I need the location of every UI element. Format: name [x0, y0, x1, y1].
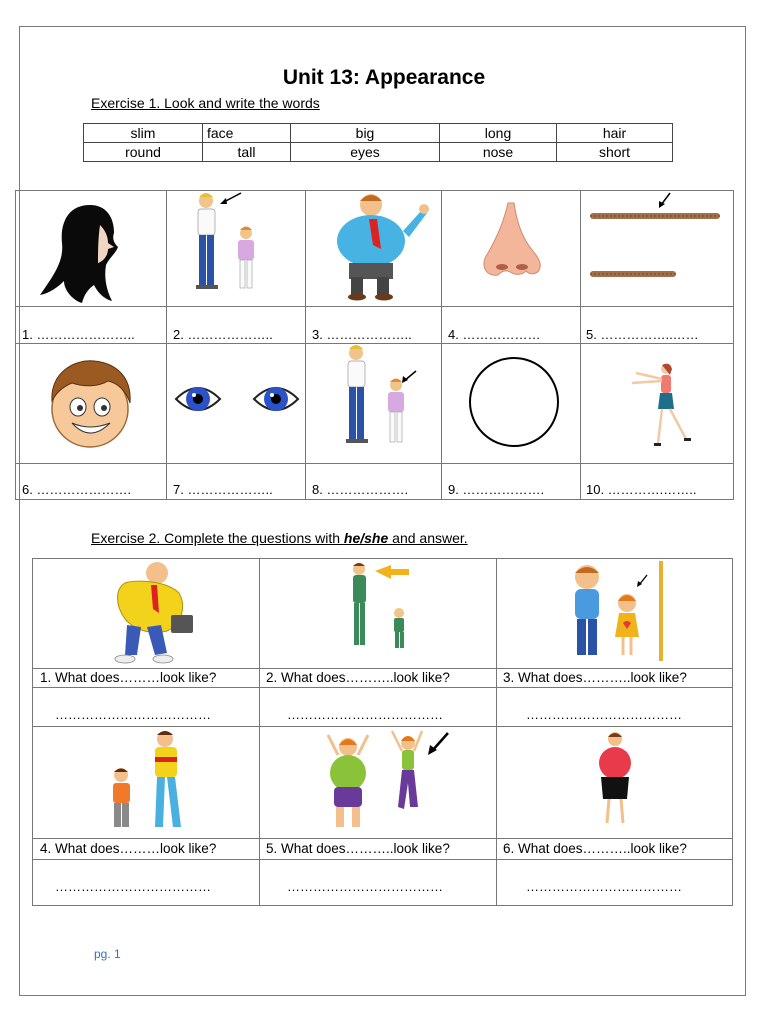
answer-line-4: 4. ………………: [448, 327, 541, 342]
short-boy-tall-man-picture: [336, 343, 446, 455]
answer-line-2: 2. ………………..: [173, 327, 273, 342]
exercise2-heading: [91, 530, 468, 546]
word-bank-cell: round: [84, 143, 203, 162]
word-bank-cell: eyes: [291, 143, 440, 162]
exercise1-grid: [15, 190, 734, 500]
ropes-picture: [588, 191, 728, 291]
answer-line-q5: ………………………………: [287, 879, 443, 894]
question-1: 1. What does………look like?: [40, 670, 217, 685]
word-bank-cell: nose: [440, 143, 557, 162]
nose-picture: [476, 201, 546, 281]
exercise2-heading-tail: and answer.: [388, 530, 468, 546]
answer-line-1: 1. …………………..: [22, 327, 135, 342]
answer-line-9: 9. ……………….: [448, 482, 545, 497]
fat-and-slim-women-picture: [318, 727, 438, 837]
exercise2-grid: [32, 558, 733, 906]
exercise2-heading-emphasis: he/she: [343, 530, 389, 546]
word-bank-table: [83, 123, 673, 162]
page-title: Unit 13: Appearance: [282, 66, 486, 89]
word-bank-cell: short: [557, 143, 673, 162]
blue-eyes-picture: [174, 377, 300, 423]
question-2: 2. What does………..look like?: [266, 670, 450, 685]
answer-line-q3: ………………………………: [526, 707, 682, 722]
boy-and-girl-picture: [563, 561, 673, 665]
answer-line-q1: ………………………………: [55, 707, 211, 722]
answer-line-q4: ………………………………: [55, 879, 211, 894]
question-4: 4. What does………look like?: [40, 841, 217, 856]
question-5: 5. What does………..look like?: [266, 841, 450, 856]
answer-line-7: 7. ………………..: [173, 482, 273, 497]
exercise2-heading-text: Exercise 2. Complete the questions with: [91, 530, 344, 546]
circle-picture: [468, 356, 560, 448]
question-3: 3. What does………..look like?: [503, 670, 687, 685]
word-bank-cell: hair: [557, 124, 673, 143]
tall-man-small-boy-picture: [345, 559, 425, 659]
word-bank-cell: tall: [203, 143, 291, 162]
long-hair-picture: [38, 203, 148, 303]
answer-line-q2: ………………………………: [287, 707, 443, 722]
question-6: 6. What does………..look like?: [503, 841, 687, 856]
word-bank-cell: slim: [84, 124, 203, 143]
round-face-picture: [44, 357, 138, 451]
short-boy-tall-man-2-picture: [105, 727, 205, 837]
tall-man-and-boy-picture: [186, 191, 296, 301]
woman-in-red-picture: [589, 729, 639, 829]
slim-woman-picture: [622, 361, 702, 456]
word-bank-cell: long: [440, 124, 557, 143]
answer-line-q6: ………………………………: [526, 879, 682, 894]
answer-line-5: 5. ……………..……: [586, 327, 699, 342]
word-bank-cell: big: [291, 124, 440, 143]
page-number: pg. 1: [94, 947, 121, 961]
answer-line-6: 6. ………………….: [22, 482, 132, 497]
word-bank-cell: face: [203, 124, 291, 143]
exercise1-heading: Exercise 1. Look and write the words: [91, 95, 320, 111]
answer-line-10: 10. ………….……..: [586, 482, 697, 497]
businessman-picture: [97, 559, 197, 667]
answer-line-3: 3. ………………..: [312, 327, 412, 342]
big-man-picture: [321, 191, 436, 303]
answer-line-8: 8. ……………….: [312, 482, 409, 497]
